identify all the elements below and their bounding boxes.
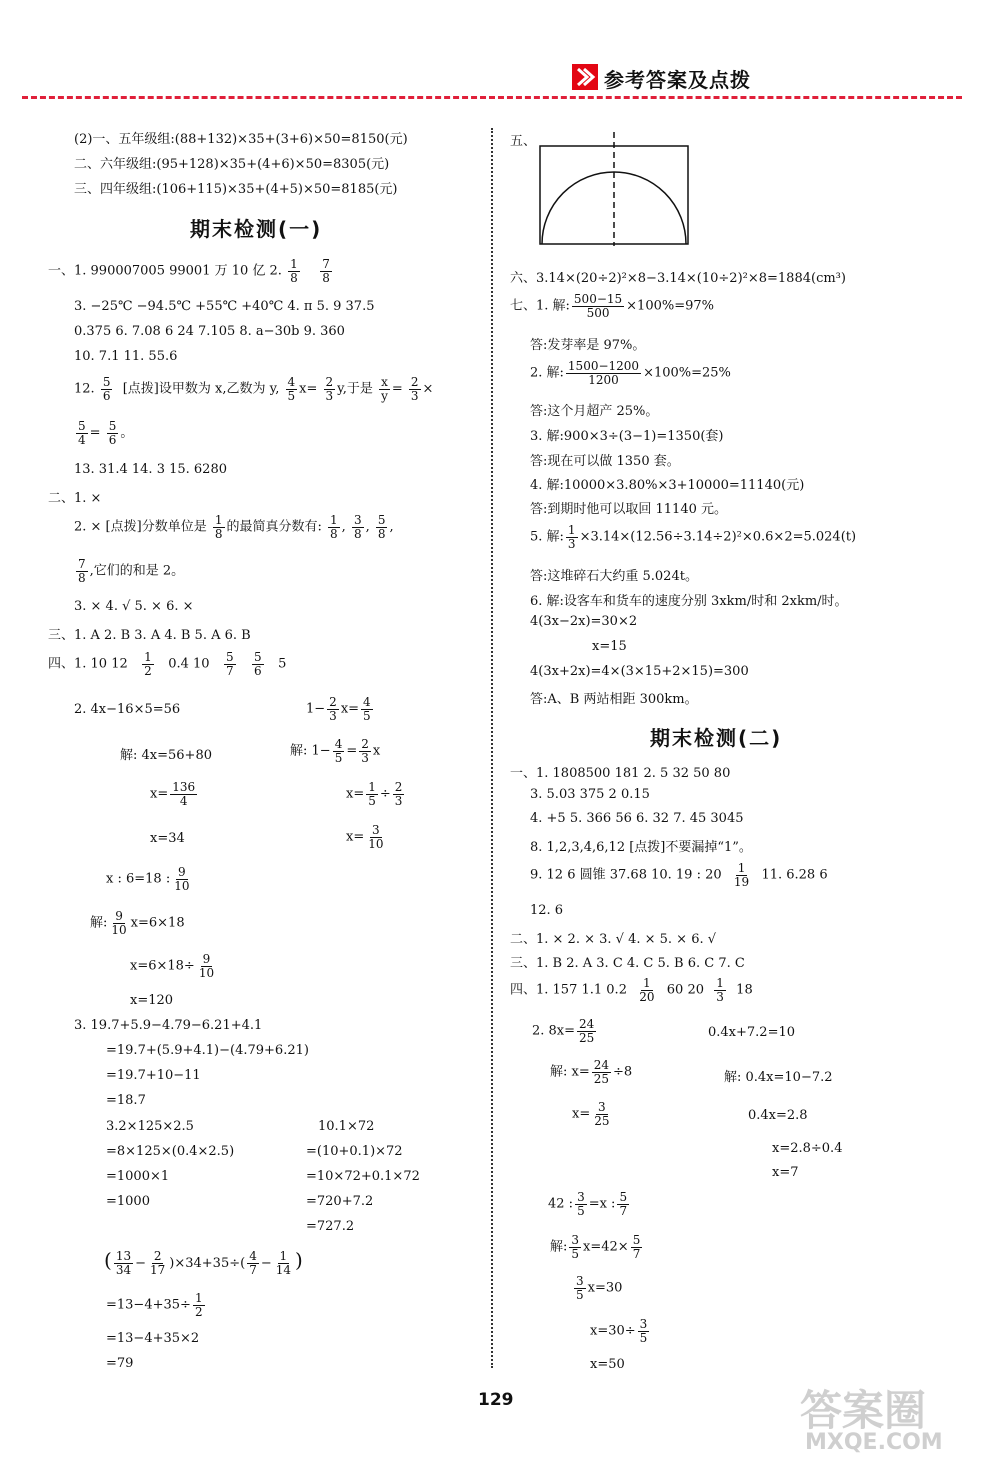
- calc-line: =8×125×(0.4×2.5): [106, 1144, 235, 1159]
- answer-line: 6. 解:设客车和货车的速度分别 3xkm/时和 2xkm/时。: [530, 594, 848, 609]
- answer-line: 一、1. 990007005 99001 万 10 亿 2. $\frac{1}{8}$ $\frac{7}{8}$: [48, 257, 330, 285]
- calc-line: =18.7: [106, 1093, 146, 1108]
- answer-line: 2. × [点拨]分数单位是 $\frac{1}{8}$ 的最简真分数有: $\frac{1}{8}$ , $\frac{3}{8}$ , $\frac{5}{8}$ ,: [74, 513, 394, 541]
- answer-line: $\frac{5}{4}$ = $\frac{5}{6}$ 。: [78, 419, 134, 447]
- answer-line: 四、1. 157 1.1 0.2 $\frac{1}{20}$ 60 20 $\frac{1}{3}$ 18: [510, 976, 753, 1004]
- calc-line: 3. 19.7+5.9−4.79−6.21+4.1: [74, 1018, 263, 1033]
- answer-line: 答:到期时他可以取回 11140 元。: [530, 502, 727, 517]
- answer-line: 0.375 6. 7.08 6 24 7.105 8. a−30b 9. 360: [74, 324, 345, 339]
- calc-line: =19.7+10−11: [106, 1068, 201, 1083]
- calc-line: =1000: [106, 1194, 150, 1209]
- equation: x= $\frac{136}{4}$: [150, 780, 196, 808]
- equation: x=2.8÷0.4: [772, 1141, 843, 1156]
- answer-line: 三、1. B 2. A 3. C 4. C 5. B 6. C 7. C: [510, 956, 745, 971]
- calc-line: ( $\frac{13}{34}$ − $\frac{2}{17}$ )×34+35÷( $\frac{4}{7}$ − $\frac{1}{14}$ ): [104, 1248, 303, 1277]
- equation: x= $\frac{3}{25}$: [572, 1100, 610, 1128]
- calc-line: =1000×1: [106, 1169, 170, 1184]
- calc-line: =19.7+(5.9+4.1)−(4.79+6.21): [106, 1043, 309, 1058]
- answer-line: 12. $\frac{5}{6}$ [点拨]设甲数为 x,乙数为 y, $\frac{4}{5}$ x= $\frac{2}{3}$ y,于是 $\frac{x}{y}$ = $\frac{2}{3}$ ×: [74, 375, 434, 403]
- equation: x=30÷ $\frac{3}{5}$: [590, 1317, 648, 1345]
- answer-line: (2)一、五年级组:(88+132)×35+(3+6)×50=8150(元): [74, 132, 408, 147]
- answer-line: 12. 6: [530, 903, 564, 918]
- answer-line: 3. −25℃ −94.5℃ +55℃ +40℃ 4. π 5. 9 37.5: [74, 299, 375, 314]
- answer-line: 七、1. 解: $\frac{500-15}{500}$ ×100%=97%: [510, 292, 715, 320]
- answer-line: 三、四年级组:(106+115)×35+(4+5)×50=8185(元): [74, 182, 398, 197]
- calc-line: =720+7.2: [306, 1194, 374, 1209]
- header-divider: [22, 96, 962, 99]
- column-divider: [491, 128, 493, 1368]
- answer-line: 5. 解: $\frac{1}{3}$ ×3.14×(12.56÷3.14÷2)²×0.6×2=5.024(t): [530, 523, 857, 551]
- answer-line: 4(3x+2x)=4×(3×15+2×15)=300: [530, 664, 749, 679]
- equation: 0.4x=2.8: [748, 1108, 808, 1123]
- answer-line: 六、3.14×(20÷2)²×8−3.14×(10÷2)²×8=1884(cm³): [510, 271, 846, 286]
- equation: 解: 4x=56+80: [120, 748, 212, 763]
- equation: x= $\frac{1}{5}$ ÷ $\frac{2}{3}$: [346, 780, 403, 808]
- answer-line: 3. 解:900×3÷(3−1)=1350(套): [530, 429, 724, 444]
- equation: x : 6=18 : $\frac{9}{10}$: [106, 865, 190, 893]
- answer-line: 9. 12 6 圆锥 37.68 10. 19 : 20 $\frac{1}{19}$ 11. 6.28 6: [530, 861, 828, 889]
- equation: x=120: [130, 993, 174, 1008]
- equation: x=7: [772, 1165, 799, 1180]
- section-title: 期末检测(二): [650, 726, 783, 750]
- equation: 42 : $\frac{3}{5}$ =x : $\frac{5}{7}$: [548, 1190, 628, 1218]
- equation: 2. 8x= $\frac{24}{25}$: [532, 1017, 595, 1045]
- answer-line: 二、1. × 2. × 3. √ 4. × 5. × 6. √: [510, 932, 717, 947]
- calc-line: =79: [106, 1356, 134, 1371]
- answer-line: 2. 解: $\frac{1500-1200}{1200}$ ×100%=25%: [530, 359, 731, 387]
- equation: 解: 1− $\frac{4}{5}$ = $\frac{2}{3}$ x: [290, 737, 381, 765]
- answer-line: 五、: [510, 134, 537, 149]
- answer-line: 答:现在可以做 1350 套。: [530, 454, 680, 469]
- calc-line: =727.2: [306, 1219, 355, 1234]
- equation: $\frac{3}{5}$ x=30: [576, 1274, 623, 1302]
- answer-line: $\frac{7}{8}$ ,它们的和是 2。: [78, 557, 185, 585]
- equation: x=50: [590, 1357, 625, 1372]
- calc-line: =10×72+0.1×72: [306, 1169, 420, 1184]
- equation: 解: $\frac{9}{10}$ x=6×18: [90, 909, 185, 937]
- equation: 1− $\frac{2}{3}$ x= $\frac{4}{5}$: [306, 695, 371, 723]
- answer-line: 三、1. A 2. B 3. A 4. B 5. A 6. B: [48, 628, 251, 643]
- equation: x= $\frac{3}{10}$: [346, 823, 384, 851]
- answer-line: 8. 1,2,3,4,6,12 [点拨]不要漏掉“1”。: [530, 840, 752, 855]
- answer-line: 二、六年级组:(95+128)×35+(4+6)×50=8305(元): [74, 157, 390, 172]
- equation: 解: 0.4x=10−7.2: [724, 1070, 833, 1085]
- answer-line: 3. × 4. √ 5. × 6. ×: [74, 599, 194, 614]
- equation: 2. 4x−16×5=56: [74, 702, 181, 717]
- section-title: 期末检测(一): [190, 217, 323, 241]
- calc-line: 3.2×125×2.5: [106, 1119, 194, 1134]
- page-number: 129: [478, 1390, 514, 1410]
- answer-line: 答:发芽率是 97%。: [530, 338, 646, 353]
- answer-line: 答:这个月超产 25%。: [530, 404, 659, 419]
- equation: x=6×18÷ $\frac{9}{10}$: [130, 952, 215, 980]
- answer-line: 10. 7.1 11. 55.6: [74, 349, 178, 364]
- answer-line: 3. 5.03 375 2 0.15: [530, 787, 650, 802]
- watermark-logo: 答案圈: [800, 1386, 927, 1435]
- watermark-url: MXQE.COM: [805, 1430, 943, 1455]
- arrow-icon: [572, 64, 598, 90]
- answer-line: 一、1. 1808500 181 2. 5 32 50 80: [510, 766, 731, 781]
- answer-line: 答:这堆碎石大约重 5.024t。: [530, 569, 698, 584]
- answer-line: 答:A、B 两站相距 300km。: [530, 692, 698, 707]
- answer-line: 四、1. 10 12 $\frac{1}{2}$ 0.4 10 $\frac{5}{7}$ $\frac{5}{6}$ 5: [48, 650, 287, 678]
- calc-line: 10.1×72: [318, 1119, 375, 1134]
- header-title: 参考答案及点拨: [604, 68, 751, 92]
- equation: 解: $\frac{3}{5}$ x=42× $\frac{5}{7}$: [550, 1233, 641, 1261]
- equation: 解: x= $\frac{24}{25}$ ÷8: [550, 1058, 633, 1086]
- answer-line: 二、1. ×: [48, 491, 102, 506]
- calc-line: =13−4+35÷ $\frac{1}{2}$: [106, 1291, 203, 1319]
- equation: x=34: [150, 831, 185, 846]
- answer-line: 4. 解:10000×3.80%×3+10000=11140(元): [530, 478, 805, 493]
- equation: 0.4x+7.2=10: [708, 1025, 796, 1040]
- semicircle-diagram: [538, 130, 690, 248]
- calc-line: =13−4+35×2: [106, 1331, 200, 1346]
- answer-line: 4. +5 5. 366 56 6. 32 7. 45 3045: [530, 811, 744, 826]
- answer-line: 13. 31.4 14. 3 15. 6280: [74, 462, 227, 477]
- calc-line: =(10+0.1)×72: [306, 1144, 403, 1159]
- answer-line: x=15: [592, 639, 627, 654]
- answer-line: 4(3x−2x)=30×2: [530, 614, 638, 629]
